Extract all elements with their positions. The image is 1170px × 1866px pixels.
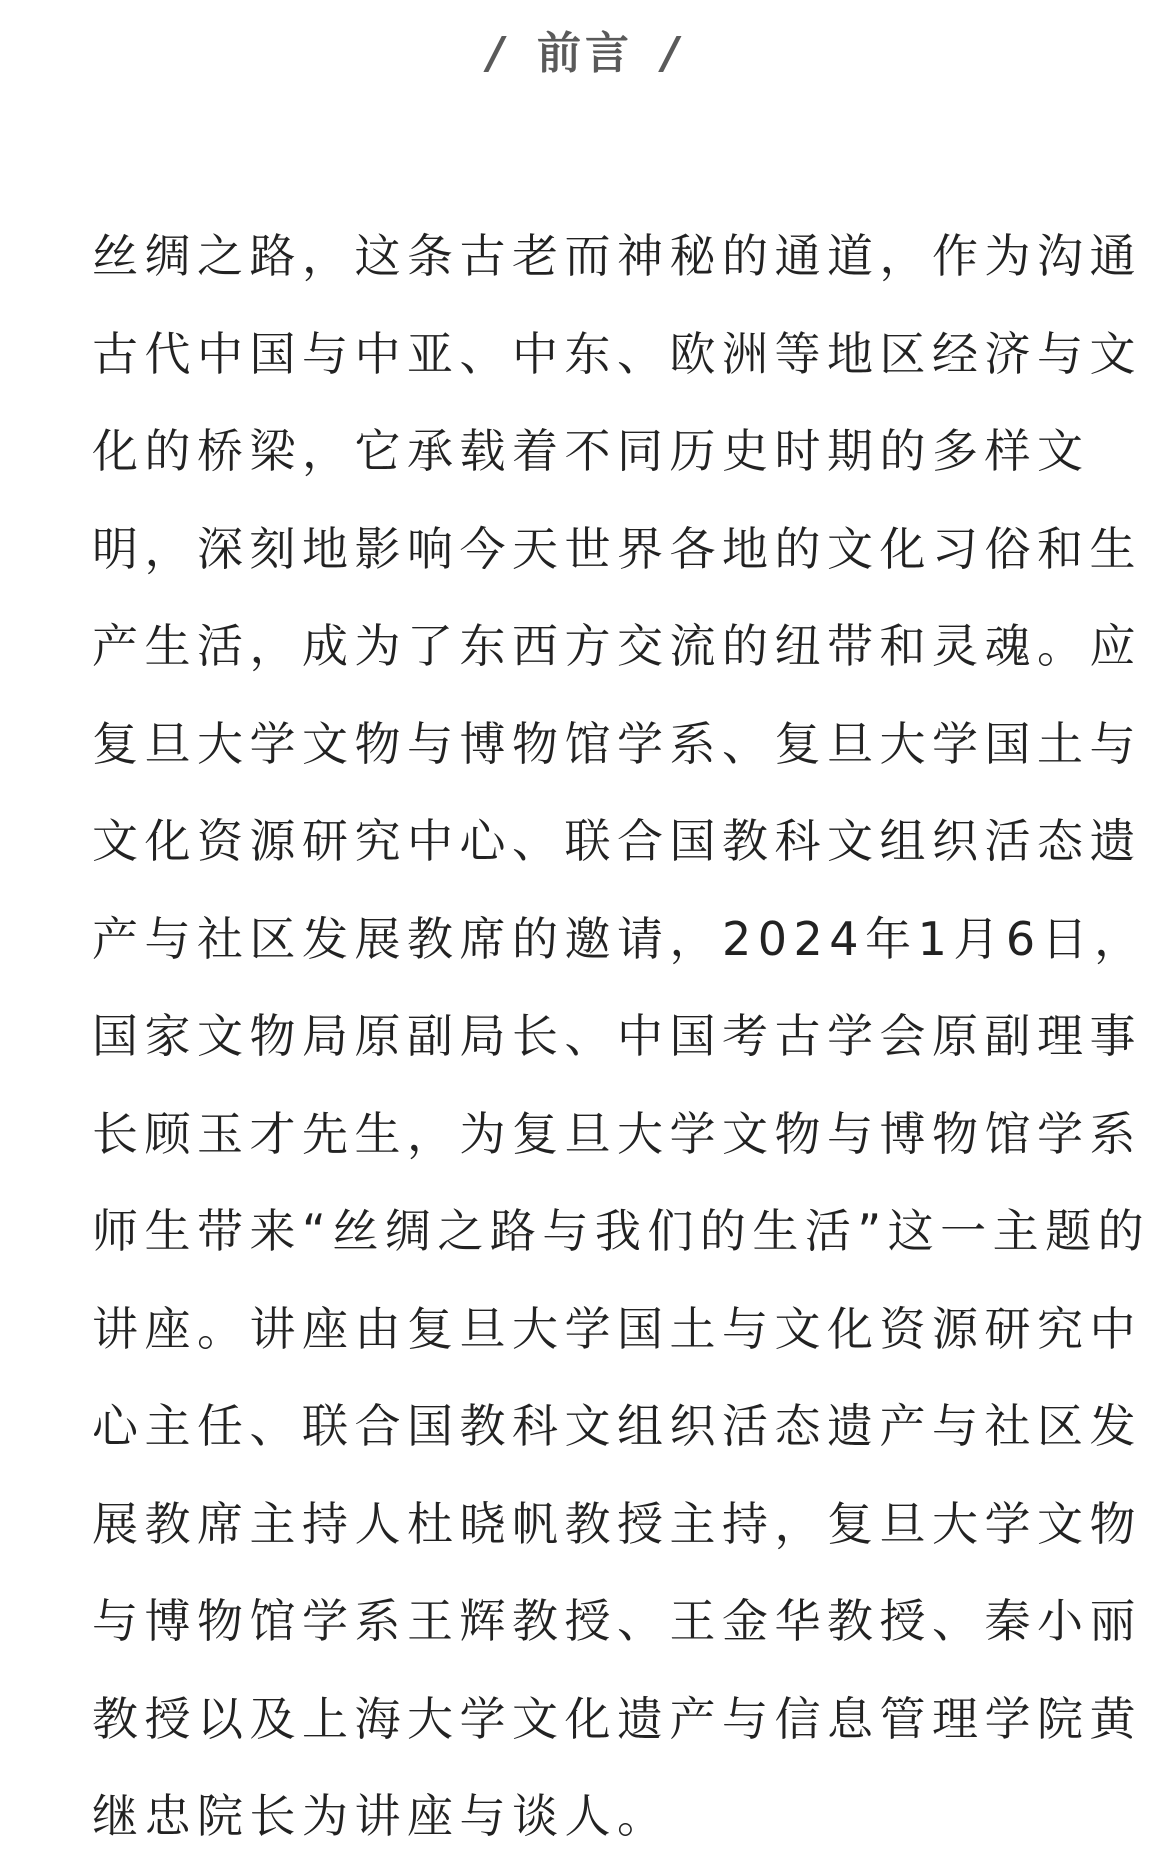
paragraph-line: 产生活，成为了东西方交流的纽带和灵魂。应 xyxy=(92,619,1142,673)
paragraph-line: 继忠院长为讲座与谈人。 xyxy=(92,1789,670,1843)
paragraph-line: 国家文物局原副局长、中国考古学会原副理事 xyxy=(92,1009,1142,1063)
section-heading xyxy=(0,22,1170,86)
paragraph-line: 古代中国与中亚、中东、欧洲等地区经济与文 xyxy=(92,326,1142,381)
paragraph-line: 产与社区发展教席的邀请，2024年1月6日， xyxy=(92,911,1147,966)
paragraph-line: 明，深刻地影响今天世界各地的文化习俗和生 xyxy=(92,521,1142,576)
paragraph-line: 讲座。讲座由复旦大学国土与文化资源研究中 xyxy=(92,1301,1142,1356)
paragraph-line: 复旦大学文物与博物馆学系、复旦大学国土与 xyxy=(92,716,1142,771)
heading-slash-left: / xyxy=(487,28,508,79)
paragraph-line: 与博物馆学系王辉教授、王金华教授、秦小丽 xyxy=(92,1594,1142,1648)
paragraph-line: 心主任、联合国教科文组织活态遗产与社区发 xyxy=(92,1399,1142,1453)
section-title: 前言 xyxy=(537,28,633,79)
paragraph-line: 师生带来“丝绸之路与我们的生活”这一主题的 xyxy=(92,1204,1151,1258)
paragraph-line: 长顾玉才先生，为复旦大学文物与博物馆学系 xyxy=(92,1106,1142,1161)
paragraph-line: 丝绸之路，这条古老而神秘的通道，作为沟通 xyxy=(92,229,1142,283)
article-paragraph xyxy=(92,208,1151,1866)
paragraph-line: 化的桥梁，它承载着不同历史时期的多样文 xyxy=(92,424,1090,478)
paragraph-line: 展教席主持人杜晓帆教授主持，复旦大学文物 xyxy=(92,1496,1142,1551)
heading-slash-right: / xyxy=(662,28,683,79)
paragraph-line: 教授以及上海大学文化遗产与信息管理学院黄 xyxy=(92,1691,1142,1746)
paragraph-line: 文化资源研究中心、联合国教科文组织活态遗 xyxy=(92,814,1142,868)
